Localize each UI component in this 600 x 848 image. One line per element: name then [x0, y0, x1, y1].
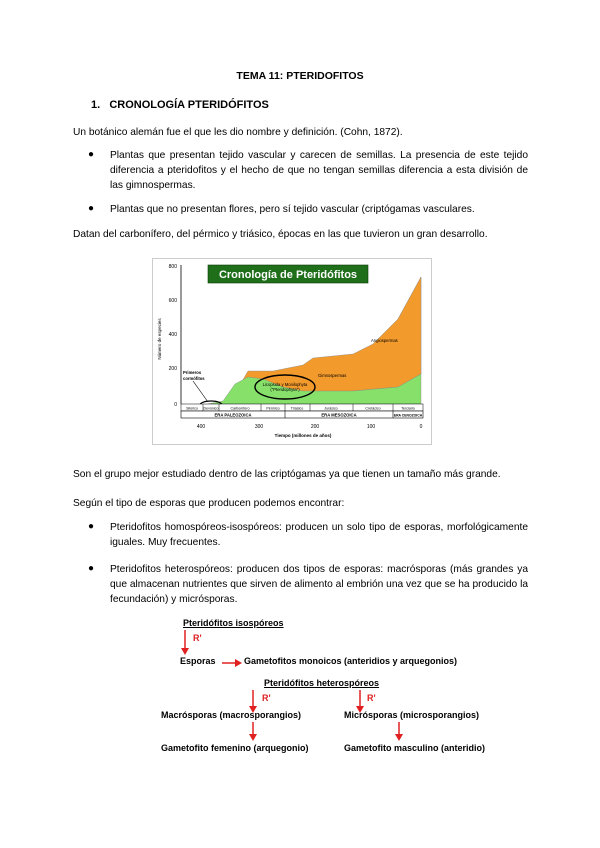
angio-label: Angiospermas — [371, 338, 398, 343]
bullet-vascular: Plantas que presentan tejido vascular y carecen de semillas. La presencia de este tejido diferencia a pteridofitos y el hecho de que no tengan semillas diferencia a esta división de las gimnospermas. — [110, 150, 528, 191]
diagram-iso-title: Pteridófitos isospóreos — [183, 618, 284, 628]
macrospores-label: Macrósporas (macrosporangios) — [161, 710, 302, 720]
ytick: 0 — [174, 402, 177, 408]
gymno-label: Gimnospermas — [318, 373, 347, 378]
epochs-paragraph: Datan del carbonífero, del pérmico y triásico, épocas en las que tuvieron un gran desarrollo. — [73, 229, 488, 240]
period-label: Triásico — [290, 406, 304, 411]
monoecious-gametophytes: Gametofitos monoicos (anteridios y arquegonios) — [244, 656, 458, 666]
microspores-label: Micrósporas (microsporangios) — [344, 710, 480, 720]
xtick: 100 — [366, 424, 376, 430]
period-label: Silúrico — [186, 406, 198, 411]
arrow-right-icon — [221, 657, 245, 669]
xtick: 400 — [196, 424, 206, 430]
meiosis-label: R' — [262, 693, 271, 703]
era-label: ERA MESOZOICA — [321, 412, 357, 418]
period-label: Terciario — [401, 406, 415, 411]
era-label: ERA CENOZOICA — [393, 413, 423, 418]
xtick: 0 — [419, 424, 423, 430]
chronology-figure — [152, 258, 432, 445]
bullet-homosporous: Pteridofitos homospóreos-isospóreos: producen un solo tipo de esporas, morfológicamente iguales. Muy frecuentes. — [110, 522, 528, 548]
bullet-marker: ● — [88, 563, 95, 574]
period-label: Pérmico — [266, 406, 280, 411]
chart-title: Cronología de Pteridófitos — [218, 269, 358, 281]
meiosis-label: R' — [367, 693, 376, 703]
meiosis-label: R' — [193, 633, 202, 643]
page-title: TEMA 11: PTERIDOFITOS — [236, 70, 364, 82]
xtick: 200 — [310, 424, 320, 430]
x-axis-label: Tiempo (millones de años) — [274, 433, 332, 438]
first-label-2: cormófitos — [183, 376, 205, 381]
chronology-chart — [153, 259, 431, 444]
period-label: Jurásico — [324, 406, 338, 411]
intro-paragraph: Un botánico alemán fue el que les dio nombre y definición. (Cohn, 1872). — [73, 127, 403, 138]
section-heading: 1. CRONOLOGÍA PTERIDÓFITOS — [91, 99, 269, 111]
bullet-heterosporous: Pteridofitos heterospóreos: producen dos tipos de esporas: macrósporas (más grandes ya que almacenan nutrientes que sirven de alimento al embrión una vez que se ha producido la fecundación) y micrósporas. — [110, 564, 528, 605]
bullet-marker: ● — [88, 521, 95, 532]
period-label: Carbonífero — [230, 406, 250, 411]
y-axis-label: Número de especies — [157, 318, 162, 360]
ytick: 800 — [168, 264, 177, 270]
lyco-label: Licopsida y Monilophyta — [262, 382, 308, 387]
ytick: 400 — [168, 332, 177, 338]
ytick: 600 — [168, 298, 177, 304]
bullet-marker: ● — [88, 203, 95, 214]
period-label: Cretácico — [365, 406, 381, 411]
first-label: Primeros — [183, 370, 202, 375]
studied-paragraph: Son el grupo mejor estudiado dentro de las criptógamas ya que tienen un tamaño más grande. — [73, 469, 501, 480]
male-gametophyte: Gametofito masculino (anteridio) — [344, 743, 486, 753]
lyco-label-2: ("Pteridophyta") — [270, 387, 300, 392]
diagram-hetero-title: Pteridófitos heterospóreos — [264, 678, 380, 688]
types-intro: Según el tipo de esporas que producen podemos encontrar: — [73, 498, 345, 509]
period-label: Devónico — [203, 406, 219, 411]
xtick: 300 — [254, 424, 264, 430]
spores-label: Esporas — [180, 656, 216, 666]
bullet-no-flowers: Plantas que no presentan flores, pero sí tejido vascular (criptógamas vasculares. — [110, 204, 475, 215]
bullet-marker: ● — [88, 149, 95, 160]
era-label: ERA PALEOZOICA — [214, 412, 252, 418]
ytick: 200 — [168, 366, 177, 372]
female-gametophyte: Gametofito femenino (arquegonio) — [161, 743, 309, 753]
